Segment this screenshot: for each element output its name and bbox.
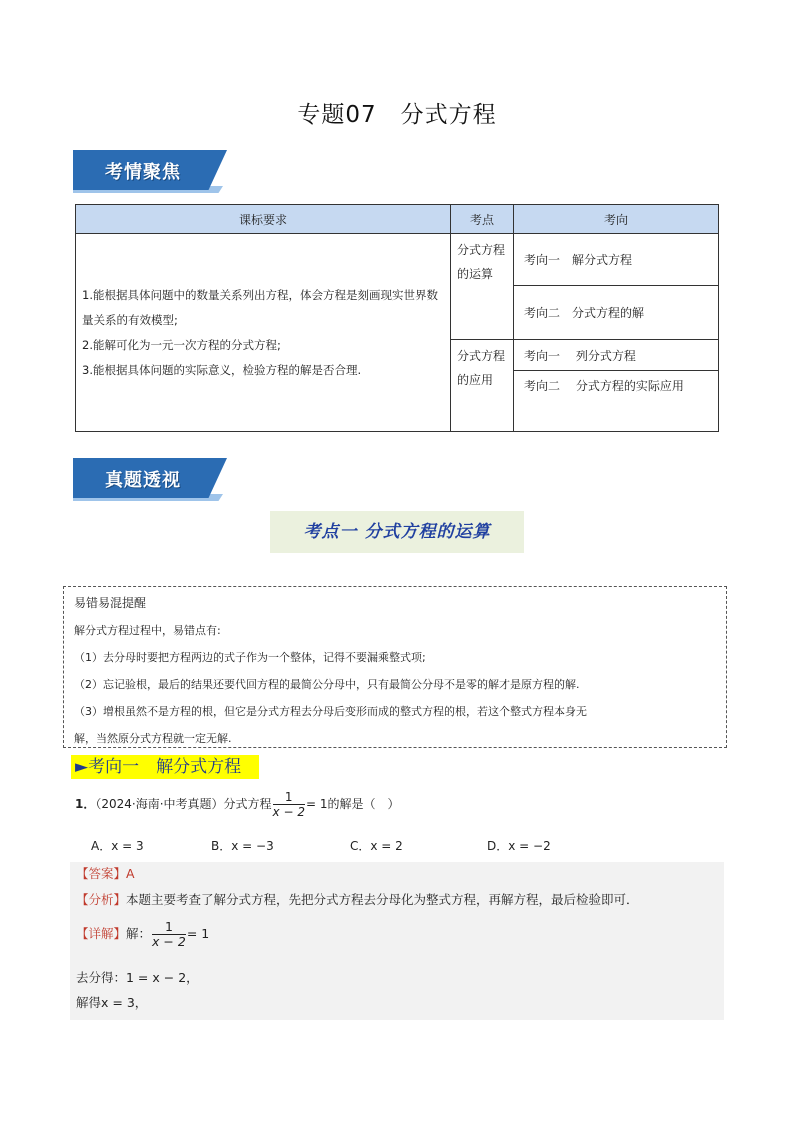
reminder-line: （1）去分母时要把方程两边的式子作为一个整体，记得不要漏乘整式项; [74,651,426,664]
fraction-denominator: x − 2 [272,805,305,819]
requirements-table [75,204,719,432]
header-kaoxiang: 考向 [514,205,719,234]
banner-label: 真题透视 [105,470,181,491]
detail-label: 【详解】 [76,926,127,941]
option-d: D．x = −2 [487,839,551,853]
requirement-item: 1.能根据具体问题中的数量关系列出方程，体会方程是刻画现实世界数量关系的有效模型; [82,287,438,327]
question-tail: = 1的解是（ ） [305,797,400,811]
detail-fraction [152,920,186,949]
orientation-heading: ►考向一 解分式方程 [71,755,259,779]
reminder-line: （2）忘记验根，最后的结果还要代回方程的最简公分母中，只有最简公分母不是零的解才是原方程的解. [74,678,580,691]
answer-line [76,864,135,882]
analysis-text: 本题主要考查了解分式方程，先把分式方程去分母化为整式方程，再解方程，最后检验即可． [126,892,639,907]
step-line: 去分得：1 = x − 2， [76,970,199,985]
header-kebiao: 课标要求 [76,205,451,234]
page-title: 专题07 分式方程 [297,102,497,128]
requirement-item: 2.能解可化为一元一次方程的分式方程; [82,337,281,352]
kaoxiang-cell: 考向二 分式方程的解 [514,286,719,340]
analysis-line [76,890,639,908]
reminder-line: 解分式方程过程中，易错点有: [74,624,221,637]
detail-line [76,920,209,949]
reminder-box [63,586,727,748]
reminder-title: 易错易混提醒 [74,596,147,610]
reminder-line: （3）增根虽然不是方程的根，但它是分式方程去分母后变形而成的整式方程的根，若这个整式方程本身无 [74,705,587,718]
kaoxiang-cell: 考向一 列分式方程 [514,340,719,371]
detail-tail: = 1 [186,926,210,941]
requirement-item: 3.能根据具体问题的实际意义，检验方程的解是否合理. [82,362,362,377]
kaoxiang-cell: 考向二 分式方程的实际应用 [514,371,719,432]
table-row [76,234,719,286]
option-b: B．x = −3 [211,839,274,853]
answer-label: 【答案】 [76,866,127,881]
kaodian-cell: 分式方程的应用 [451,340,514,432]
analysis-label: 【分析】 [76,892,127,907]
section-banner-kaoqing [73,150,227,194]
step-line: 解得x = 3， [76,995,148,1010]
question-fraction [273,790,305,819]
kaoxiang-cell: 考向一 解分式方程 [514,234,719,286]
detail-prefix: 解： [126,926,152,941]
table-header-row [76,205,719,234]
fraction-numerator: 1 [273,790,305,805]
section-banner-zhenti [73,458,227,502]
question-1 [75,790,725,819]
option-a: A．x = 3 [91,839,144,853]
question-number: 1． [75,797,96,811]
option-c: C．x = 2 [350,839,403,853]
fraction-denominator: x − 2 [152,934,186,949]
kaodian-title: 考点一 分式方程的运算 [270,511,524,553]
reminder-line: 解，当然原分式方程就一定无解. [74,732,232,745]
question-source: （2024·海南·中考真题）分式方程 [95,797,272,811]
fraction-numerator: 1 [152,920,186,935]
requirements-cell [76,234,451,432]
kaodian-cell: 分式方程的运算 [451,234,514,340]
answer-value: A [126,866,135,881]
header-kaodian: 考点 [451,205,514,234]
banner-label: 考情聚焦 [105,162,181,183]
